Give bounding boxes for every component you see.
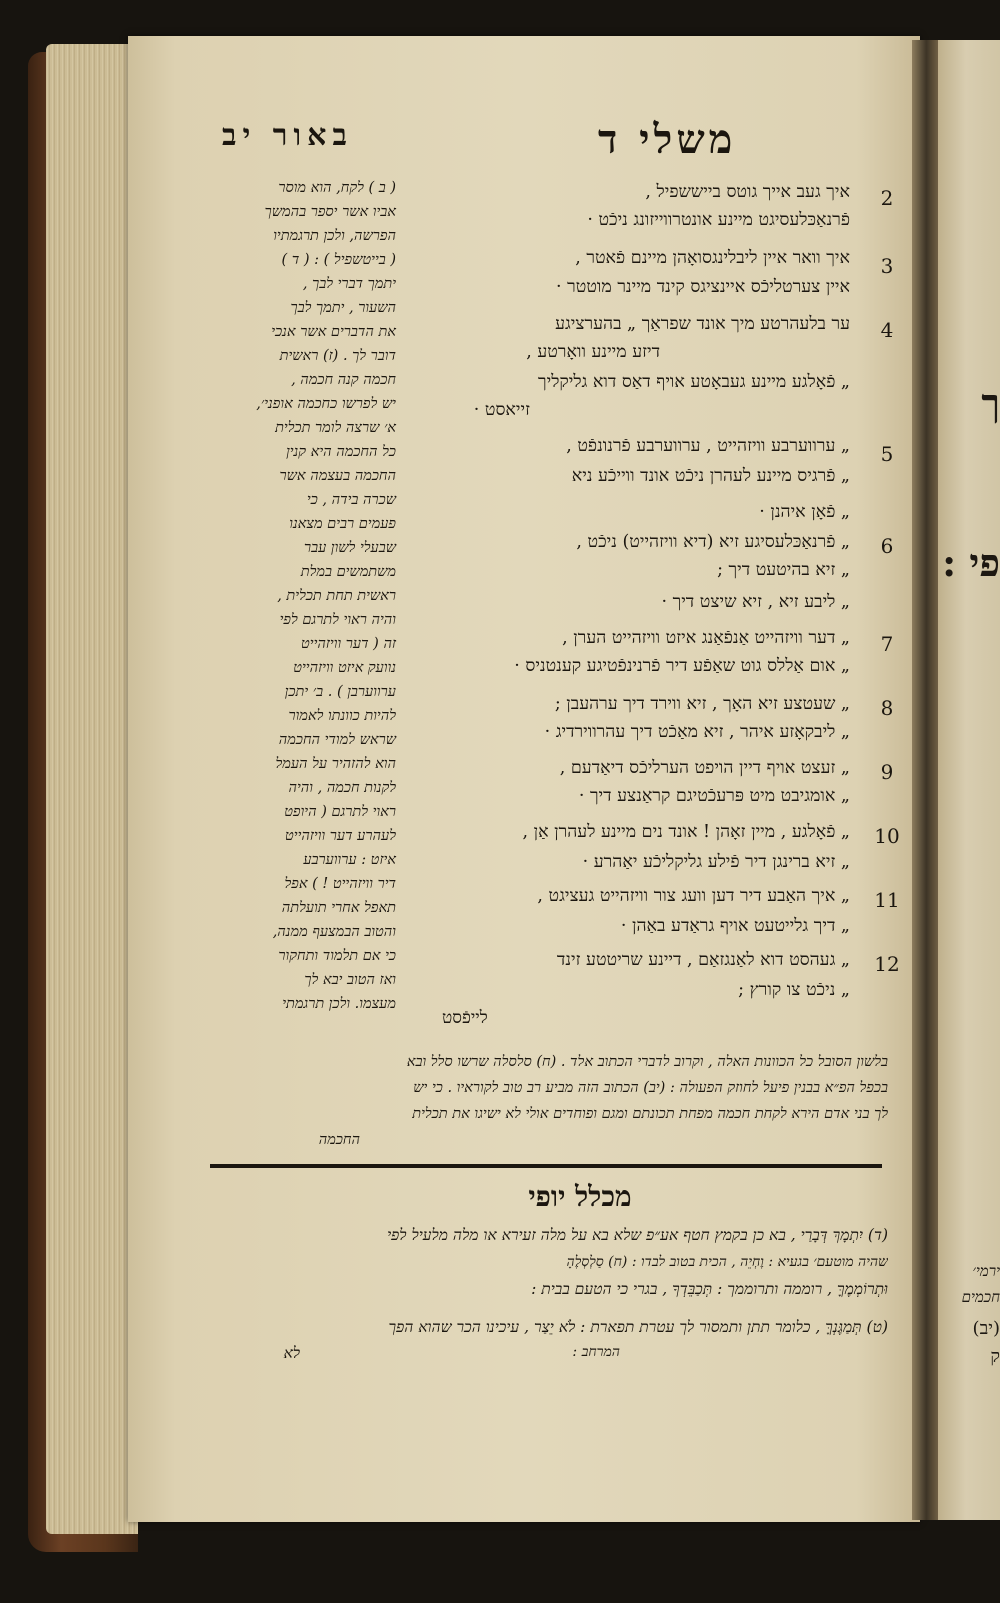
- commentary-line: והטוב הבמצעף ממנה,: [272, 924, 396, 940]
- footnote-line: (ט) תְּמַגֶּנְךָּ , כלומר תתן ותמסור לך עטרת תפארת : לֹא יֵצַר , עיכינו הכר שהוא הפך: [388, 1318, 888, 1336]
- bottom-commentary-line: בלשון הסובל כל הכוונות האלה , וקרוב לדברי הכתוב אלד . (ח) סלסלה שרשו סלל ובא: [406, 1054, 888, 1070]
- verse-number: 8: [880, 696, 894, 720]
- verse-line: „ פֿרגיס מיינע לעהרן ניכֿט אונד ווייכֿע ניא: [571, 466, 850, 486]
- commentary-line: תאפל אחרי תועלתה: [281, 900, 396, 916]
- verse-line: „ אומגיבט מיט פּרעכֿטיגם קראַנצע דיך ·: [578, 786, 850, 806]
- commentary-line: ( בייטשפיל ) : ( ד ): [281, 252, 396, 268]
- catch-word: לייפֿסט: [442, 1008, 488, 1028]
- commentary-line: לקנות חכמה , והיה: [288, 780, 396, 796]
- verse-line: „ זעצט אויף דיין הויפט הערליכֿס דיאַדעם ,: [559, 758, 850, 778]
- commentary-line: את הדברים אשר אנכי: [271, 324, 396, 340]
- verse-number: 4: [880, 318, 894, 342]
- commentary-line: דובר לך . (ז) ראשית: [279, 348, 396, 364]
- next-page-strip: [938, 40, 1000, 1520]
- commentary-line: להיות כוונתו לאמור: [288, 708, 396, 724]
- commentary-line: א׳ שרצה לומר תכלית: [275, 420, 396, 436]
- verse-number: 12: [874, 952, 900, 976]
- footnote-title: מכלל יופי: [528, 1180, 632, 1213]
- footnote-line: לא: [283, 1344, 300, 1362]
- next-page-fragment: חכמים: [961, 1288, 1000, 1306]
- verse-line: איך געב אייך גוטס בייששפיל ,: [645, 182, 850, 202]
- verse-line: „ זיא בהיטעט דיך ;: [717, 560, 850, 580]
- verse-number: 11: [874, 888, 900, 912]
- verse-line: „ געהסט דוא לאַנגזאַם , דיינע שריטטע זינד: [556, 950, 850, 970]
- commentary-line: הפרשה, ולכן תרגמתיו: [273, 228, 396, 244]
- commentary-line: לעהרע דער וויזהייט: [285, 828, 396, 844]
- commentary-line: השעור , יתמך לבך: [290, 300, 396, 316]
- footnote-line: שהיה מוטעם׳ בגעיא : וֶחְיֵה , הכית בטוב לבדו : (ח) סַלְסְלֶהָ: [566, 1254, 888, 1270]
- verse-number: 7: [880, 632, 894, 656]
- bottom-commentary-line: בכפל הפ״א בבנין פיעל לחוזק הפעולה : (יב) הכתוב הזה מביע רב טוב לקוראיו . כי יש: [413, 1080, 888, 1096]
- verse-number: 6: [880, 534, 894, 558]
- verse-line: „ ליבע זיא , זיא שיצט דיך ·: [661, 592, 850, 612]
- next-page-fragment: ירמי׳: [972, 1262, 1000, 1280]
- next-page-fragment: פי :: [942, 540, 1000, 585]
- bottom-commentary-line: לך בני אדם הירא לקחת חכמה מפחת תכונתם ומגם ופוחדים אולי לא ישיגו את תכלית: [412, 1106, 888, 1122]
- verse-number: 5: [880, 442, 894, 466]
- commentary-line: משתמשים במלת: [300, 564, 396, 580]
- verse-line: זייאסט ·: [473, 400, 530, 420]
- commentary-line: כל החכמה היא קנין: [286, 444, 396, 460]
- verse-line: פֿרנאַכּלעסיגט מיינע אונטרווייזונג ניכֿט ·: [587, 210, 850, 230]
- verse-line: איין צערטליכֿס איינציגס קינד מיינר מוטטר ·: [556, 277, 850, 297]
- verse-line: „ דער וויזהייט אַנפֿאַנג איזט וויזהייט הערן ,: [562, 628, 850, 648]
- verse-line: „ פֿאָלגע מיינע געבאָטע אויף דאַס דוא גליקליך: [538, 372, 850, 392]
- page-header-side-title: באור יב: [222, 118, 353, 153]
- commentary-line: שראש למודי החכמה: [278, 732, 396, 748]
- verse-line: „ פֿאָלגע , מיין זאָהן ! אונד נים מיינע לעהרן אַן ,: [522, 822, 850, 842]
- commentary-line: והיה ראוי לתרגם לפי: [279, 612, 396, 628]
- verse-number: 10: [874, 824, 900, 848]
- verse-number: 2: [880, 186, 894, 210]
- commentary-line: ערווערבן ) . ב׳ יתכן: [284, 684, 396, 700]
- verse-line: „ אום אַללס גוט שאַפֿע דיר פֿרנינפֿטיגע קענטניס ·: [514, 656, 850, 676]
- footnote-divider: [210, 1164, 882, 1168]
- verse-line: „ דיך גלייטעט אויף גראַדע באַהן ·: [620, 916, 850, 936]
- bottom-commentary-line: החכמה: [318, 1132, 360, 1148]
- verse-line: „ שעטצע זיא האָך , זיא ווירד דיך ערהעבן ;: [554, 694, 850, 714]
- commentary-line: שבעלי לשון עבר: [303, 540, 396, 556]
- next-page-fragment: (יב): [972, 1318, 1000, 1339]
- commentary-line: פעמים רבים מצאנו: [289, 516, 396, 532]
- commentary-line: איזט : ערווערבע: [303, 852, 396, 868]
- verse-number: 9: [880, 760, 894, 784]
- commentary-line: החכמה בעצמה אשר: [279, 468, 396, 484]
- page-header-title: משלי ד: [598, 116, 737, 163]
- verse-line: „ ערווערבע וויזהייט , ערווערבע פֿרנונפֿט ,: [566, 436, 850, 456]
- commentary-line: ( ב ) לקח, הוא מוסר: [278, 180, 396, 196]
- commentary-line: נוועק איזט וויזהייט: [293, 660, 396, 676]
- verse-line: „ פֿאָן איהנן ·: [759, 502, 850, 522]
- next-page-fragment: ק: [990, 1346, 1000, 1367]
- footnote-line: (ד) יִתְמָךְ דְּבָרַי , בא כן בקמץ חטף אע״פ שלא בא על מלה זעירא או מלה מלעיל לפי: [387, 1226, 888, 1244]
- commentary-line: הוא להזהיר על העמל: [275, 756, 396, 772]
- footnote-line: וּתְרוֹמְמֶךָּ , רוממה ותרוממך : תְּכַבֵּדְךָ , בגרי כי הטעם בבית :: [531, 1280, 888, 1298]
- verse-line: איך וואר איין ליבלינגסואָהן מיינם פֿאטר ,: [575, 248, 850, 268]
- verse-line: „ זיא ברינגן דיר פֿילע גליקליכֿע יאַהרע ·: [582, 852, 850, 872]
- page-edges: [46, 44, 138, 1534]
- verse-line: „ פֿרנאַכּלעסיגע זיא (דיא וויזהייט) ניכֿט ,: [576, 532, 850, 552]
- commentary-line: כי אם תלמוד ותחקור: [278, 948, 396, 964]
- commentary-line: יש לפרשו כחכמה אופני׳,: [256, 396, 396, 412]
- book-gutter: [912, 40, 938, 1520]
- verse-line: ער בלעהרטע מיך אונד שפראַך „ בהערציגע: [555, 314, 850, 334]
- commentary-line: שכרה בידה , כי: [306, 492, 396, 508]
- commentary-line: זה ( דער וויזהייט: [301, 636, 396, 652]
- verse-line: „ איך האַבע דיר דען וועג צור וויזהייט געציגט ,: [537, 886, 850, 906]
- verse-line: „ ניכֿט צו קורץ ;: [738, 980, 850, 1000]
- commentary-line: ואז הטוב יבא לך: [304, 972, 396, 988]
- commentary-line: ראוי לתרגם ( היופט: [284, 804, 396, 820]
- commentary-line: יתמך דברי לבך ,: [302, 276, 396, 292]
- verse-number: 3: [880, 254, 894, 278]
- verse-line: דיזע מיינע וואָרטע ,: [526, 342, 660, 362]
- footnote-line: המרחב :: [572, 1344, 620, 1360]
- next-page-fragment: ך: [981, 380, 1000, 425]
- commentary-line: חכמה קנה חכמה ,: [291, 372, 396, 388]
- commentary-line: אביו אשר יספר בהמשך: [264, 204, 396, 220]
- commentary-line: ראשית תחת תכלית ,: [277, 588, 396, 604]
- commentary-line: מעצמו. ולכן תרגמתי: [282, 996, 396, 1012]
- commentary-line: דיר וויזהייט ! ) אפל: [284, 876, 396, 892]
- verse-line: „ ליבקאָזע איהר , זיא מאַכֿט דיך עהרווירדיג ·: [544, 722, 850, 742]
